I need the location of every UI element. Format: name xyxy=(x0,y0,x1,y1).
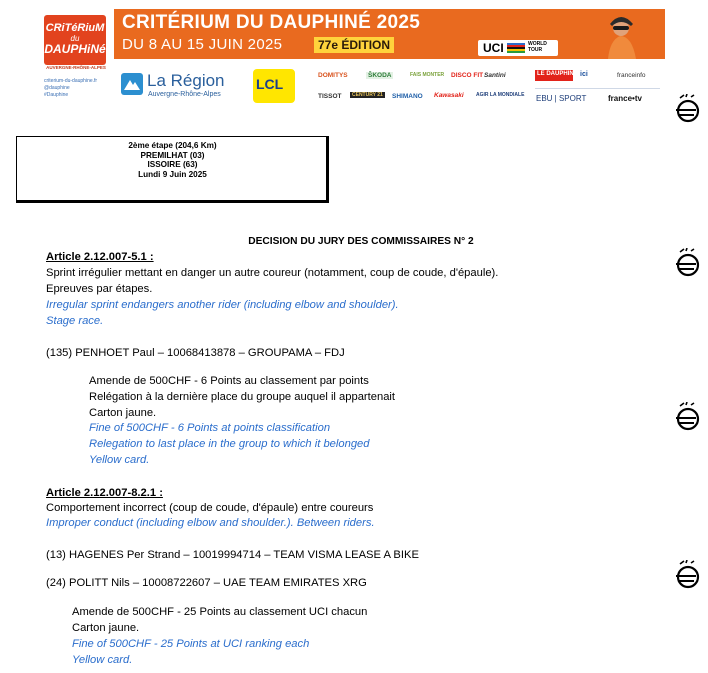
logo-line1: CRiTéRiuM xyxy=(45,22,105,34)
article1-penalty-fr1: Amende de 500CHF - 6 Points au classement par points xyxy=(89,375,369,387)
article1-en-line2: Stage race. xyxy=(46,315,104,327)
article2-penalty-fr1: Amende de 500CHF - 25 Points au classement UCI chacun xyxy=(72,606,368,618)
uci-world-tour: WORLD TOUR xyxy=(528,41,547,53)
sponsor-disco-fit: DISCO FIT xyxy=(451,72,484,79)
media-divider xyxy=(535,88,660,89)
media-ebu-sport: EBU | SPORT xyxy=(536,94,587,103)
hand-sanitizer-icon xyxy=(672,560,706,590)
stage-finish: ISSOIRE (63) xyxy=(147,160,198,169)
hand-sanitizer-icon xyxy=(672,248,706,278)
article2-rider2: (24) POLITT Nils – 10008722607 – UAE TEAM EMIRATES XRG xyxy=(46,577,367,589)
sponsor-agir-la-mondiale: AGIR LA MONDIALE xyxy=(476,92,525,98)
banner-dates: DU 8 AU 15 JUIN 2025 xyxy=(122,36,283,53)
media-franceinfo: franceinfo xyxy=(617,72,646,79)
sponsor-domitys: DOMITYS xyxy=(318,72,348,79)
article1-penalty-fr2: Relégation à la dernière place du groupe auquel il appartenait xyxy=(89,391,396,403)
logo-line2: du xyxy=(70,34,80,43)
article1-rider: (135) PENHOET Paul – 10068413878 – GROUPAMA – FDJ xyxy=(46,347,345,359)
article2-en-line1: Improper conduct (including elbow and shoulder.). Between riders. xyxy=(46,517,375,529)
article1-fr-line2: Epreuves par étapes. xyxy=(46,283,153,295)
contact-hashtag: #Dauphine xyxy=(44,92,69,98)
hand-sanitizer-icon xyxy=(672,94,706,124)
contact-website: criterium-du-dauphine.fr xyxy=(44,78,98,84)
banner-title: CRITÉRIUM DU DAUPHINÉ 2025 xyxy=(122,12,421,33)
contact-handle: @dauphine xyxy=(44,85,70,91)
lcl-text: LCL xyxy=(256,76,284,92)
sponsor-shimano: SHIMANO xyxy=(392,93,423,100)
contact-info xyxy=(44,78,97,99)
region-logo-icon xyxy=(121,73,143,95)
article2-fr-line1: Comportement incorrect (coup de coude, d'épaule) entre coureurs xyxy=(46,502,374,514)
hand-sanitizer-icon xyxy=(672,402,706,432)
rider-illustration-icon xyxy=(598,12,642,59)
article1-en-line1: Irregular sprint endangers another rider (including elbow and shoulder). xyxy=(46,299,399,311)
edition-badge: 77e ÉDITION xyxy=(314,37,394,53)
article2-penalty-en2: Yellow card. xyxy=(72,654,133,666)
media-francetv: france•tv xyxy=(608,94,642,103)
sponsor-skoda: ŠKODA xyxy=(368,72,392,79)
article1-fr-line1: Sprint irrégulier mettant en danger un autre coureur (notamment, coup de coude, d'épaule). xyxy=(46,267,499,279)
logo-line3: DAUPHiNé xyxy=(44,42,106,56)
article1-penalty-en3: Yellow card. xyxy=(89,454,150,466)
sponsor-santini: Santini xyxy=(484,72,506,79)
stage-date: Lundi 9 Juin 2025 xyxy=(138,169,207,179)
sponsor-tissot: TISSOT xyxy=(318,93,342,100)
sponsor-century21: CENTURY 21 xyxy=(352,92,383,98)
article2-rider1: (13) HAGENES Per Strand – 10019994714 – TEAM VISMA LEASE A BIKE xyxy=(46,549,419,561)
article2-penalty-fr2: Carton jaune. xyxy=(72,622,140,634)
article2-penalty-en1: Fine of 500CHF - 25 Points at UCI ranking each xyxy=(72,638,310,650)
decision-title: DECISION DU JURY DES COMMISSAIRES N° 2 xyxy=(248,236,474,247)
sponsor-kawasaki: Kawasaki xyxy=(434,92,464,99)
article1-penalty-fr3: Carton jaune. xyxy=(89,407,157,419)
region-subtitle: Auvergne-Rhône-Alpes xyxy=(148,91,221,98)
sponsor-fais-monter: FAIS MONTER xyxy=(410,72,445,78)
article1-penalty-en2: Relegation to last place in the group to which it belonged xyxy=(89,438,370,450)
criterium-logo xyxy=(44,15,106,65)
logo-subtitle: AUVERGNE-RHÔNE-ALPES xyxy=(46,65,106,70)
stage-distance: 2ème étape (204,6 Km) xyxy=(128,141,217,150)
uci-rainbow-icon xyxy=(507,42,525,54)
article1-penalty-en1: Fine of 500CHF - 6 Points at points classification xyxy=(89,422,331,434)
media-ici: ici xyxy=(580,71,588,78)
uci-text: UCI xyxy=(483,41,504,55)
media-le-dauphine: LE DAUPHINÉ xyxy=(537,71,578,77)
stage-start: PREMILHAT (03) xyxy=(140,150,205,160)
article1-title: Article 2.12.007-5.1 : xyxy=(46,251,154,263)
region-name: La Région xyxy=(147,71,225,90)
article2-title: Article 2.12.007-8.2.1 : xyxy=(46,487,163,499)
